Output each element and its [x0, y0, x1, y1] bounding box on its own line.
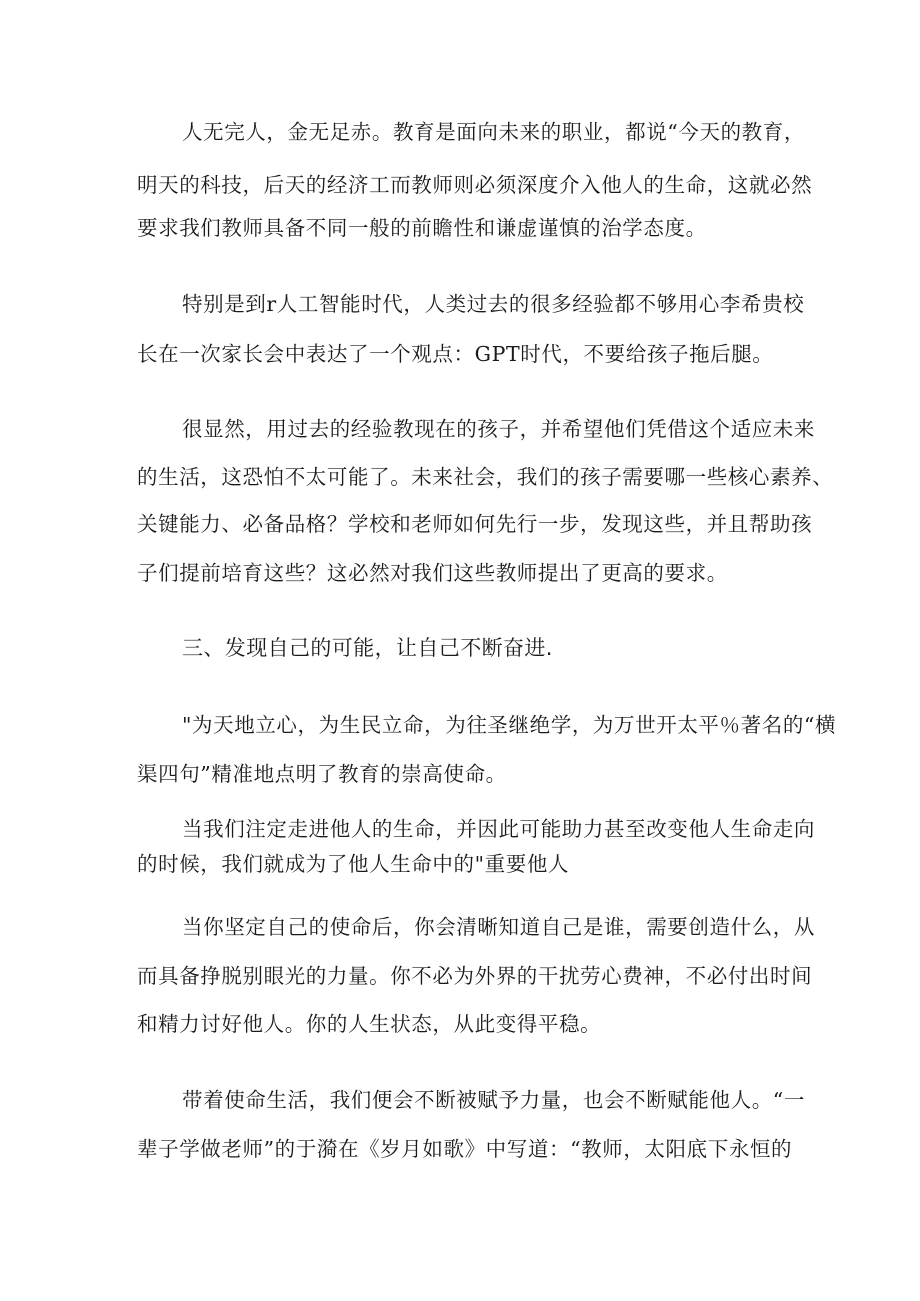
paragraph-3-line-2: 的生活，这恐怕不太可能了。未来社会，我们的孩子需要哪一些核心素养、 [137, 465, 834, 489]
paragraph-2-line-1: 特别是到r人工智能时代，人类过去的很多经验都不够用心李希贵校 [182, 292, 805, 316]
paragraph-1-line-1: 人无完人，金无足赤。教育是面向未来的职业，都说“今天的教育， [182, 120, 805, 144]
paragraph-5-line-1: 当我们注定走进他人的生命，并因此可能助力甚至改变他人生命走向 [182, 817, 815, 841]
paragraph-6-line-2: 而具备挣脱别眼光的力量。你不必为外界的干扰劳心费神，不必付出时间 [137, 964, 813, 988]
paragraph-4-line-1: "为天地立心，为生民立命，为往圣继绝学，为万世开太平％著名的“横 [182, 713, 837, 737]
paragraph-6-line-1: 当你坚定自己的使命后，你会清晰知道自己是谁，需要创造什么，从 [182, 915, 815, 939]
paragraph-4-line-2: 渠四句”精准地点明了教育的崇高使命。 [137, 762, 507, 786]
paragraph-5-line-2: 的时候，我们就成为了他人生命中的"重要他人 [137, 852, 570, 876]
section-heading: 三、发现自己的可能，让自己不断奋进. [182, 636, 553, 660]
paragraph-7-line-1: 带着使命生活，我们便会不断被赋予力量，也会不断赋能他人。“一 [182, 1088, 805, 1112]
paragraph-1-line-3: 要求我们教师具备不同一般的前瞻性和谦虚谨慎的治学态度。 [137, 216, 707, 240]
paragraph-3-line-1: 很显然，用过去的经验教现在的孩子，并希望他们凭借这个适应未来 [182, 417, 815, 441]
paragraph-6-line-3: 和精力讨好他人。你的人生状态，从此变得平稳。 [137, 1012, 602, 1036]
paragraph-1-line-2: 明天的科技，后天的经济工而教师则必须深度介入他人的生命，这就必然 [137, 173, 813, 197]
paragraph-3-line-4: 子们提前培育这些？这必然对我们这些教师提出了更高的要求。 [137, 561, 728, 585]
paragraph-3-line-3: 关键能力、必备品格？学校和老师如何先行一步，发现这些，并且帮助孩 [137, 512, 813, 536]
paragraph-2-line-2: 长在一次家长会中表达了一个观点：GPT时代，不要给孩子拖后腿。 [137, 342, 774, 366]
paragraph-7-line-2: 辈子学做老师”的于漪在《岁月如歌》中写道：“教师，太阳底下永恒的 [137, 1137, 793, 1161]
